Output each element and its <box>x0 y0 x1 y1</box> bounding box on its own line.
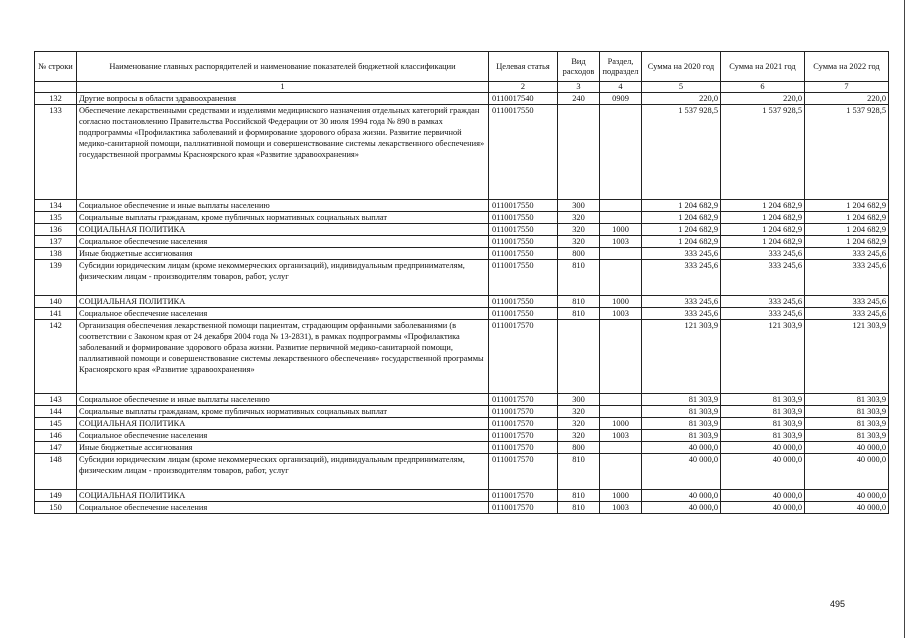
row-section <box>600 200 642 212</box>
row-name: Социальное обеспечение и иные выплаты населению <box>77 394 489 406</box>
row-section: 1000 <box>600 296 642 308</box>
row-name: Организация обеспечения лекарственной помощи пациентам, страдающим орфанными заболеваниями (в соответствии с Законом края от 24 декабря 2004 года № 13-2831), в рамках подпрограммы «Профилактика заболеваний и формирование здорового образа жизни. Развитие первичной медико-санитарной помощи, паллиативной помощи и совершенствование системы лекарственного обеспечения» государственной программы Красноярского края «Развитие здравоохранения» <box>77 320 489 394</box>
row-sum-2021: 81 303,9 <box>721 430 805 442</box>
row-sum-2020: 40 000,0 <box>642 490 721 502</box>
row-sum-2022: 81 303,9 <box>805 430 889 442</box>
column-number: 2 <box>489 82 558 93</box>
row-expense-kind: 810 <box>558 296 600 308</box>
row-expense-kind: 810 <box>558 308 600 320</box>
row-sum-2022: 333 245,6 <box>805 260 889 296</box>
row-name: СОЦИАЛЬНАЯ ПОЛИТИКА <box>77 418 489 430</box>
row-target-article: 0110017550 <box>489 308 558 320</box>
row-number: 146 <box>35 430 77 442</box>
row-section: 1003 <box>600 236 642 248</box>
row-number: 149 <box>35 490 77 502</box>
row-expense-kind <box>558 105 600 200</box>
row-name: Обеспечение лекарственными средствами и изделиями медицинского назначения отдельных категорий граждан согласно постановлению Правительства Российской Федерации от 30 июля 1994 года № 890 в рамках подпрограммы «Профилактика заболеваний и формирование здорового образа жизни. Развитие первичной медико-санитарной помощи, паллиативной помощи и совершенствование системы лекарственного обеспечения» государственной программы Красноярского края «Развитие здравоохранения» <box>77 105 489 200</box>
row-name: Субсидии юридическим лицам (кроме некоммерческих организаций), индивидуальным предпринимателям, физическим лицам - производителям товаров, работ, услуг <box>77 454 489 490</box>
row-section <box>600 320 642 394</box>
row-section: 1000 <box>600 418 642 430</box>
row-number: 137 <box>35 236 77 248</box>
row-name: Социальное обеспечение населения <box>77 308 489 320</box>
row-expense-kind: 800 <box>558 442 600 454</box>
row-sum-2022: 333 245,6 <box>805 308 889 320</box>
row-number: 138 <box>35 248 77 260</box>
row-section <box>600 406 642 418</box>
row-number: 143 <box>35 394 77 406</box>
row-target-article: 0110017550 <box>489 248 558 260</box>
row-number: 132 <box>35 93 77 105</box>
row-section <box>600 212 642 224</box>
row-expense-kind: 810 <box>558 502 600 514</box>
row-name: Социальное обеспечение и иные выплаты населению <box>77 200 489 212</box>
column-number: 1 <box>77 82 489 93</box>
row-expense-kind: 300 <box>558 394 600 406</box>
row-number: 150 <box>35 502 77 514</box>
row-sum-2022: 40 000,0 <box>805 490 889 502</box>
row-expense-kind: 320 <box>558 430 600 442</box>
header-target: Целевая статья <box>489 52 558 82</box>
row-number: 142 <box>35 320 77 394</box>
table-row <box>35 454 889 490</box>
row-name: Социальное обеспечение населения <box>77 430 489 442</box>
row-section <box>600 442 642 454</box>
row-name: СОЦИАЛЬНАЯ ПОЛИТИКА <box>77 296 489 308</box>
row-sum-2020: 40 000,0 <box>642 442 721 454</box>
column-number <box>35 82 77 93</box>
row-target-article: 0110017570 <box>489 502 558 514</box>
row-expense-kind: 300 <box>558 200 600 212</box>
row-sum-2021: 40 000,0 <box>721 442 805 454</box>
row-sum-2022: 121 303,9 <box>805 320 889 394</box>
row-sum-2022: 1 537 928,5 <box>805 105 889 200</box>
row-sum-2020: 1 204 682,9 <box>642 200 721 212</box>
row-sum-2022: 81 303,9 <box>805 418 889 430</box>
row-sum-2022: 220,0 <box>805 93 889 105</box>
row-section <box>600 260 642 296</box>
table-row <box>35 502 889 514</box>
row-sum-2022: 333 245,6 <box>805 248 889 260</box>
row-sum-2022: 40 000,0 <box>805 502 889 514</box>
table-row <box>35 212 889 224</box>
budget-document <box>34 51 889 514</box>
row-target-article: 0110017550 <box>489 224 558 236</box>
row-sum-2020: 333 245,6 <box>642 248 721 260</box>
row-target-article: 0110017550 <box>489 212 558 224</box>
row-sum-2022: 40 000,0 <box>805 454 889 490</box>
row-name: Социальное обеспечение населения <box>77 236 489 248</box>
row-sum-2021: 1 537 928,5 <box>721 105 805 200</box>
table-row <box>35 248 889 260</box>
table-row <box>35 296 889 308</box>
row-number: 145 <box>35 418 77 430</box>
row-name: Другие вопросы в области здравоохранения <box>77 93 489 105</box>
row-target-article: 0110017570 <box>489 406 558 418</box>
header-sum-2020: Сумма на 2020 год <box>642 52 721 82</box>
row-name: СОЦИАЛЬНАЯ ПОЛИТИКА <box>77 224 489 236</box>
row-sum-2020: 81 303,9 <box>642 418 721 430</box>
row-sum-2022: 1 204 682,9 <box>805 224 889 236</box>
row-name: Социальное обеспечение населения <box>77 502 489 514</box>
column-number: 3 <box>558 82 600 93</box>
row-target-article: 0110017570 <box>489 430 558 442</box>
header-sum-2021: Сумма на 2021 год <box>721 52 805 82</box>
header-row-no: № строки <box>35 52 77 82</box>
row-section: 1003 <box>600 502 642 514</box>
row-name: СОЦИАЛЬНАЯ ПОЛИТИКА <box>77 490 489 502</box>
column-number-row <box>35 82 889 93</box>
table-row <box>35 105 889 200</box>
row-sum-2022: 81 303,9 <box>805 406 889 418</box>
row-section: 1003 <box>600 430 642 442</box>
table-row <box>35 490 889 502</box>
header-row <box>35 52 889 82</box>
row-expense-kind: 320 <box>558 212 600 224</box>
table-row <box>35 308 889 320</box>
row-sum-2022: 81 303,9 <box>805 394 889 406</box>
row-name: Социальные выплаты гражданам, кроме публичных нормативных социальных выплат <box>77 406 489 418</box>
row-name: Иные бюджетные ассигнования <box>77 442 489 454</box>
row-section: 0909 <box>600 93 642 105</box>
row-sum-2020: 333 245,6 <box>642 296 721 308</box>
row-sum-2021: 40 000,0 <box>721 490 805 502</box>
row-sum-2021: 333 245,6 <box>721 260 805 296</box>
row-sum-2020: 333 245,6 <box>642 308 721 320</box>
row-target-article: 0110017570 <box>489 454 558 490</box>
row-expense-kind: 800 <box>558 248 600 260</box>
row-sum-2020: 40 000,0 <box>642 454 721 490</box>
header-sum-2022: Сумма на 2022 год <box>805 52 889 82</box>
row-sum-2020: 81 303,9 <box>642 394 721 406</box>
row-number: 144 <box>35 406 77 418</box>
row-expense-kind <box>558 320 600 394</box>
row-sum-2020: 1 204 682,9 <box>642 212 721 224</box>
column-number: 4 <box>600 82 642 93</box>
table-row <box>35 442 889 454</box>
row-expense-kind: 320 <box>558 418 600 430</box>
header-section: Раздел, подраздел <box>600 52 642 82</box>
row-number: 141 <box>35 308 77 320</box>
row-sum-2021: 220,0 <box>721 93 805 105</box>
row-sum-2021: 121 303,9 <box>721 320 805 394</box>
row-sum-2022: 1 204 682,9 <box>805 212 889 224</box>
row-expense-kind: 810 <box>558 490 600 502</box>
row-sum-2021: 81 303,9 <box>721 406 805 418</box>
row-number: 140 <box>35 296 77 308</box>
row-sum-2020: 1 537 928,5 <box>642 105 721 200</box>
row-target-article: 0110017570 <box>489 320 558 394</box>
row-section <box>600 454 642 490</box>
row-number: 148 <box>35 454 77 490</box>
row-target-article: 0110017570 <box>489 442 558 454</box>
row-sum-2021: 333 245,6 <box>721 248 805 260</box>
row-section <box>600 105 642 200</box>
table-row <box>35 224 889 236</box>
row-sum-2021: 333 245,6 <box>721 308 805 320</box>
row-target-article: 0110017550 <box>489 296 558 308</box>
table-row <box>35 406 889 418</box>
row-section: 1000 <box>600 224 642 236</box>
row-section: 1003 <box>600 308 642 320</box>
row-target-article: 0110017550 <box>489 260 558 296</box>
table-row <box>35 236 889 248</box>
row-target-article: 0110017570 <box>489 394 558 406</box>
column-number: 7 <box>805 82 889 93</box>
row-target-article: 0110017550 <box>489 105 558 200</box>
row-sum-2020: 40 000,0 <box>642 502 721 514</box>
row-expense-kind: 240 <box>558 93 600 105</box>
row-name: Социальные выплаты гражданам, кроме публичных нормативных социальных выплат <box>77 212 489 224</box>
row-target-article: 0110017550 <box>489 236 558 248</box>
row-expense-kind: 810 <box>558 454 600 490</box>
budget-table <box>34 51 889 514</box>
table-row <box>35 320 889 394</box>
row-number: 136 <box>35 224 77 236</box>
row-expense-kind: 810 <box>558 260 600 296</box>
table-row <box>35 260 889 296</box>
row-sum-2021: 40 000,0 <box>721 502 805 514</box>
row-sum-2020: 1 204 682,9 <box>642 236 721 248</box>
row-sum-2021: 1 204 682,9 <box>721 236 805 248</box>
header-name: Наименование главных распорядителей и наименование показателей бюджетной классификации <box>77 52 489 82</box>
row-sum-2021: 40 000,0 <box>721 454 805 490</box>
row-section <box>600 248 642 260</box>
row-sum-2021: 1 204 682,9 <box>721 200 805 212</box>
row-sum-2020: 81 303,9 <box>642 430 721 442</box>
row-target-article: 0110017550 <box>489 200 558 212</box>
page-number: 495 <box>830 599 846 609</box>
row-target-article: 0110017540 <box>489 93 558 105</box>
row-number: 134 <box>35 200 77 212</box>
row-number: 139 <box>35 260 77 296</box>
row-number: 135 <box>35 212 77 224</box>
row-section <box>600 394 642 406</box>
row-expense-kind: 320 <box>558 236 600 248</box>
table-row <box>35 418 889 430</box>
header-kind: Вид расходов <box>558 52 600 82</box>
table-row <box>35 200 889 212</box>
table-row <box>35 93 889 105</box>
row-target-article: 0110017570 <box>489 418 558 430</box>
row-sum-2021: 81 303,9 <box>721 394 805 406</box>
column-number: 5 <box>642 82 721 93</box>
row-name: Субсидии юридическим лицам (кроме некоммерческих организаций), индивидуальным предпринимателям, физическим лицам - производителям товаров, работ, услуг <box>77 260 489 296</box>
row-sum-2021: 1 204 682,9 <box>721 224 805 236</box>
row-number: 133 <box>35 105 77 200</box>
table-row <box>35 394 889 406</box>
row-name: Иные бюджетные ассигнования <box>77 248 489 260</box>
table-row <box>35 430 889 442</box>
row-sum-2022: 1 204 682,9 <box>805 236 889 248</box>
row-sum-2020: 1 204 682,9 <box>642 224 721 236</box>
row-section: 1000 <box>600 490 642 502</box>
row-sum-2020: 333 245,6 <box>642 260 721 296</box>
row-sum-2022: 1 204 682,9 <box>805 200 889 212</box>
row-sum-2021: 1 204 682,9 <box>721 212 805 224</box>
row-sum-2021: 333 245,6 <box>721 296 805 308</box>
row-sum-2020: 220,0 <box>642 93 721 105</box>
row-target-article: 0110017570 <box>489 490 558 502</box>
row-sum-2021: 81 303,9 <box>721 418 805 430</box>
row-sum-2020: 81 303,9 <box>642 406 721 418</box>
row-expense-kind: 320 <box>558 224 600 236</box>
row-expense-kind: 320 <box>558 406 600 418</box>
row-sum-2022: 40 000,0 <box>805 442 889 454</box>
row-number: 147 <box>35 442 77 454</box>
row-sum-2020: 121 303,9 <box>642 320 721 394</box>
column-number: 6 <box>721 82 805 93</box>
row-sum-2022: 333 245,6 <box>805 296 889 308</box>
